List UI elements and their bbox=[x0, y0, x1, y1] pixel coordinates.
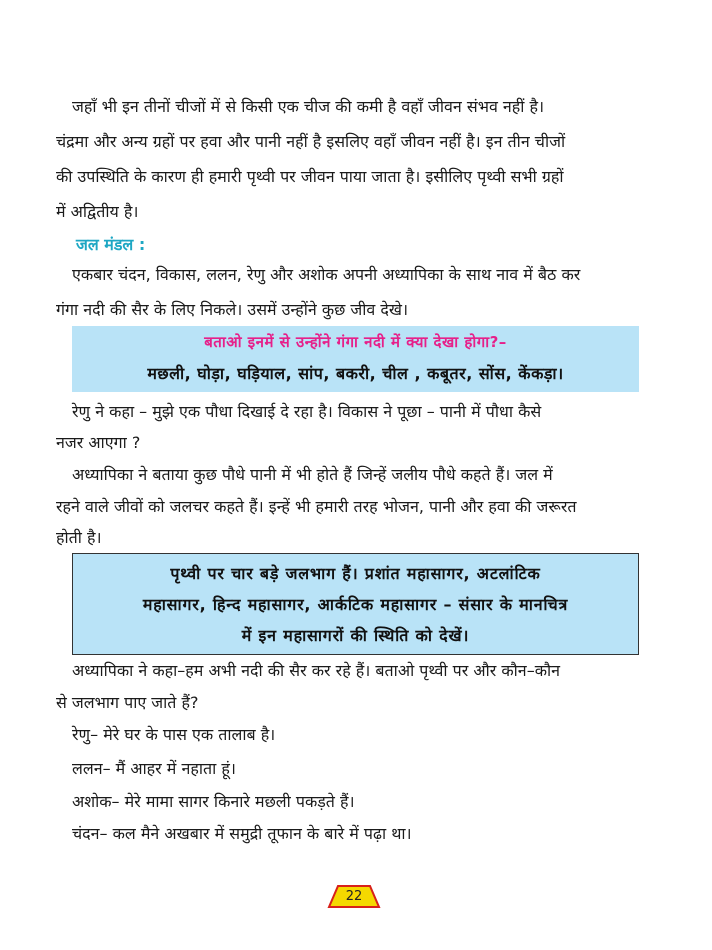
info-line: पृथ्वी पर चार बड़े जलभाग हैं। प्रशांत महासागर, अटलांटिक bbox=[170, 564, 541, 583]
page-number: 22 bbox=[345, 889, 363, 904]
paragraph-line: एकबार चंदन, विकास, ललन, रेणु और अशोक अपनी अध्यापिका के साथ नाव में बैठ कर bbox=[72, 265, 581, 284]
paragraph-line: रेणु ने कहा – मुझे एक पौधा दिखाई दे रहा है। विकास ने पूछा – पानी में पौधा कैसे bbox=[72, 402, 542, 421]
question-text: बताओ इनमें से उन्होंने गंगा नदी में क्या देखा होगा?– bbox=[204, 333, 507, 351]
paragraph-line: जहाँ भी इन तीनों चीजों में से किसी एक चीज की कमी है वहाँ जीवन संभव नहीं है। bbox=[72, 97, 545, 116]
paragraph-line: नजर आएगा ? bbox=[56, 433, 141, 452]
paragraph-line: की उपस्थिति के कारण ही हमारी पृथ्वी पर जीवन पाया जाता है। इसीलिए पृथ्वी सभी ग्रहों bbox=[56, 167, 564, 186]
paragraph-line: अध्यापिका ने बताया कुछ पौधे पानी में भी होते हैं जिन्हें जलीय पौधे कहते हैं। जल में bbox=[72, 465, 553, 484]
paragraph-line: गंगा नदी की सैर के लिए निकले। उसमें उन्होंने कुछ जीव देखे। bbox=[56, 300, 409, 319]
dialogue-line: रेणु– मेरे घर के पास एक तालाब है। bbox=[72, 725, 276, 744]
dialogue-line: अशोक– मेरे मामा सागर किनारे मछली पकड़ते हैं। bbox=[72, 792, 355, 811]
question-box bbox=[72, 326, 639, 392]
options-text: मछली, घोड़ा, घड़ियाल, सांप, बकरी, चील , कबूतर, सोंस, केंकड़ा। bbox=[147, 364, 564, 383]
page-number-badge bbox=[326, 883, 382, 909]
paragraph-line: रहने वाले जीवों को जलचर कहते हैं। इन्हें भी हमारी तरह भोजन, पानी और हवा की जरूरत bbox=[56, 497, 577, 516]
dialogue-line: ललन– मैं आहर में नहाता हूं। bbox=[72, 759, 236, 778]
paragraph-line: अध्यापिका ने कहा–हम अभी नदी की सैर कर रहे हैं। बताओ पृथ्वी पर और कौन–कौन bbox=[72, 661, 561, 680]
info-line: महासागर, हिन्द महासागर, आर्कटिक महासागर – संसार के मानचित्र bbox=[142, 595, 569, 614]
info-line: में इन महासागरों की स्थिति को देखें। bbox=[241, 626, 470, 645]
paragraph-line: होती है। bbox=[56, 528, 102, 547]
paragraph-line: से जलभाग पाए जाते हैं? bbox=[56, 693, 199, 712]
paragraph-line: चंद्रमा और अन्य ग्रहों पर हवा और पानी नहीं है इसलिए वहाँ जीवन नहीं है। इन तीन चीजों bbox=[56, 132, 566, 151]
section-heading: जल मंडल : bbox=[76, 235, 146, 254]
oceans-info-box bbox=[72, 553, 639, 655]
dialogue-line: चंदन– कल मैने अखबार में समुद्री तूफान के बारे में पढ़ा था। bbox=[72, 824, 412, 843]
paragraph-line: में अद्वितीय है। bbox=[56, 202, 139, 221]
